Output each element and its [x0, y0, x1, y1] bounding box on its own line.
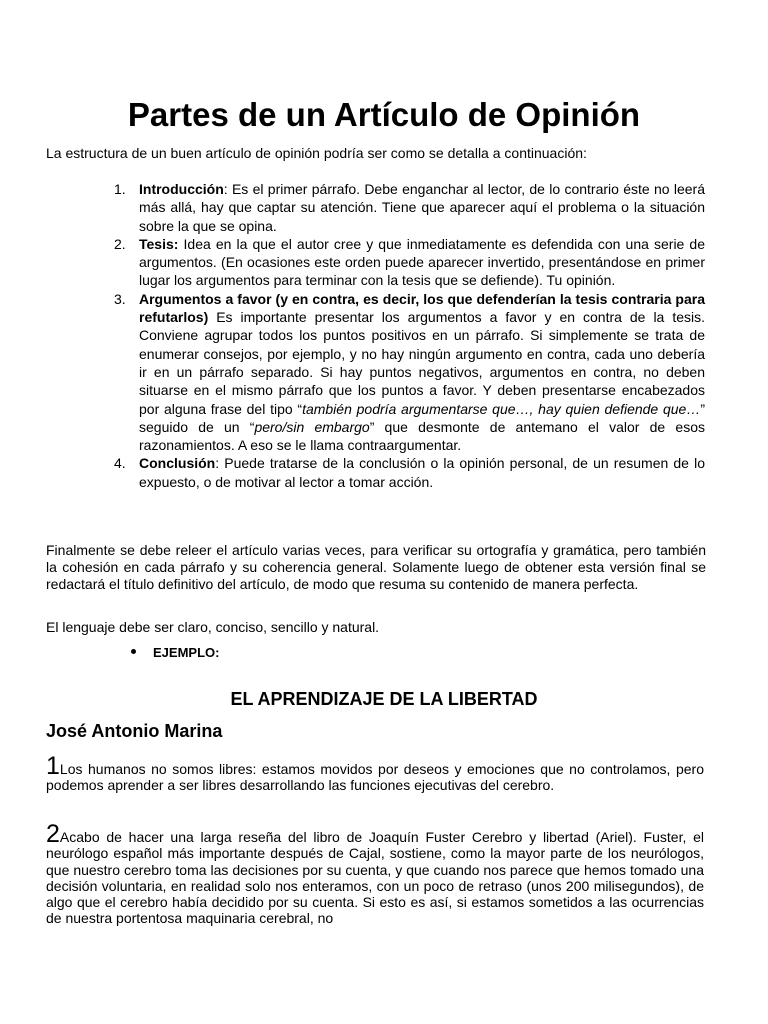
paragraph-text: Acabo de hacer una larga reseña del libro de Joaquín Fuster Cerebro y libertad (Ariel). Fuster, el neurólogo español más importante después de Cajal, sostiene, como la mayor parte de los neurólogos, que nuestro cerebro toma las decisiones por su cuenta, y que cuando nos parece que hemos tomado una decisión voluntaria, en realidad solo nos enteramos, con un poco de retraso (unos 200 milisegundos), de algo que el cerebro había decidido por su cuenta. Si esto es así, si estamos sometidos a las ocurrencias de nuestra portentosa maquinaria cerebral, no — [46, 829, 704, 927]
list-item-text: Idea en la que el autor cree y que inmediatamente es defendida con una serie de argumentos. (En ocasiones este orden puede aparecer invertido, presentándose en primer lugar los argumentos para terminar con la tesis que se defiende). Tu opinión. — [139, 235, 705, 289]
list-item-text: : Puede tratarse de la conclusión o la opinión personal, de un resumen de lo expuesto, o de motivar al lector a tomar acción. — [139, 455, 705, 490]
list-item-introduccion — [114, 180, 705, 235]
list-item-text: : Es el primer párrafo. Debe enganchar al lector, de lo contrario éste no leerá más allá, hay que captar su atención. Tiene que aparecer aquí el problema o la situación sobre la que se opina. — [139, 181, 705, 234]
paragraph-text: Los humanos no somos libres: estamos movidos por deseos y emociones que no controlamos, pero podemos aprender a ser libres desarrollando las funciones ejecutivas del cerebro. — [46, 761, 704, 794]
article-title: EL APRENDIZAJE DE LA LIBERTAD — [230, 689, 538, 709]
list-item-term: Introducción — [139, 181, 224, 197]
list-item-text: Es importante presentar los argumentos a favor y en contra de la tesis. Conviene agrupar todos los puntos positivos en un párrafo. Si simplemente se trata de enumerar consejos, por ejemplo, y no hay ningún argumento en contra, cada uno debería ir en un párrafo separado. Si hay puntos negativos, argumentos en contra, no deben situarse en el mismo párrafo que los puntos a favor. Y deben presentarse encabezados por alguna frase del tipo “ — [139, 309, 705, 417]
list-item-term: Tesis: — [139, 235, 179, 252]
paragraph-number: 1 — [46, 752, 60, 780]
list-item-italic-example: también podría argumentarse que…, hay quien defiende que… — [302, 400, 701, 417]
list-number: 1. — [114, 181, 126, 197]
example-label: EJEMPLO: — [153, 645, 220, 660]
article-paragraph — [46, 820, 704, 927]
list-item-term: Conclusión — [139, 455, 216, 472]
paragraph-number: 2 — [46, 820, 60, 848]
example-bullet — [131, 644, 219, 662]
final-paragraph: Finalmente se debe releer el artículo varias veces, para verificar su ortografía y gramática, pero también la cohesión en cada párrafo y su coherencia general. Solamente luego de obtener esta versión final se redactará el título definitivo del artículo, de modo que resuma su contenido de manera perfecta. — [46, 542, 706, 593]
list-item-argumentos — [114, 290, 706, 455]
page-title: Partes de un Artículo de Opinión — [127, 96, 641, 133]
intro-text: La estructura de un buen artículo de opinión podría ser como se detalla a continuación: — [46, 145, 587, 161]
list-item-italic-example: pero/sin embargo — [254, 418, 370, 435]
list-item-term: Argumentos a favor (y en contra, es decir, los que defenderían la tesis contraria para refutarlos) — [139, 290, 705, 326]
article-paragraph — [46, 752, 704, 794]
list-number: 3. — [114, 290, 126, 307]
list-item-conclusion — [114, 454, 705, 491]
list-number: 2. — [114, 235, 126, 252]
list-number: 4. — [114, 455, 126, 472]
list-item-text: ” seguido de un “ — [139, 400, 706, 435]
parts-list — [114, 180, 706, 491]
language-paragraph: El lenguaje debe ser claro, conciso, sencillo y natural. — [46, 619, 380, 635]
bullet-dot-icon — [131, 649, 136, 654]
article-author: José Antonio Marina — [46, 721, 223, 741]
list-item-text: ” que desmonte de antemano el valor de esos razonamientos. A eso se le llama contraargumentar. — [139, 418, 705, 454]
list-item-tesis — [114, 235, 705, 290]
